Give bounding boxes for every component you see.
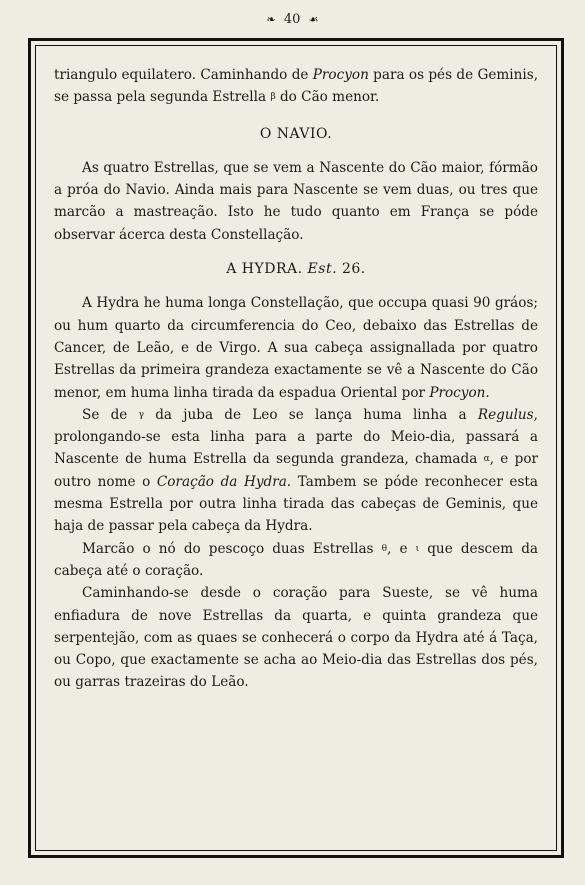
greek-letter: α <box>483 454 490 465</box>
paragraph-hydra-4: Caminhando-se desde o coração para Sueste, se vê huma enfiadura de nove Estrellas da quarta, e quinta grandeza que serpentejão, com as quaes se conhecerá o corpo da Hydra até á Taça, ou Copo, que exactamente se acha ao Meio-dia das Estrellas dos pés, ou garras trazeiras do Leão. <box>54 585 538 691</box>
text-run: para os pés de Geminis, se passa pela segunda Estrella <box>54 67 539 106</box>
page-header <box>0 12 585 27</box>
page-text <box>54 64 538 694</box>
text-run: , e por outro nome o <box>54 451 538 490</box>
text-run: Tambem se póde reconhecer esta mesma Estrella por outra linha tirada das cabeças de Geminis, que haja de passar pela cabeça da Hydra. <box>54 473 539 535</box>
text-run: da juba de Leo se lança huma linha a <box>143 406 478 423</box>
text-run: , e <box>387 540 416 557</box>
heading-text: 26. <box>337 261 366 278</box>
heading-italic: Est. <box>307 261 338 278</box>
italic-run: Procyon <box>312 67 369 83</box>
section-heading-navio: O NAVIO. <box>259 125 333 142</box>
paragraph-navio: As quatro Estrellas, que se vem a Nascente do Cão maior, fórmão a próa do Navio. Ainda mais para Nascente se vem duas, ou tres que marcão a mastreação. Isto he tudo quanto em França se póde observar ácerca desta Constellação. <box>54 159 538 243</box>
heading-text: A HYDRA. <box>226 261 308 278</box>
text-run: do Cão menor. <box>275 89 380 106</box>
paragraph-hydra-3 <box>54 538 538 583</box>
text-run: Se de <box>82 406 139 423</box>
greek-letter: γ <box>138 409 144 420</box>
paragraph-hydra-2 <box>54 404 538 538</box>
left-ornament-icon: ❧ <box>266 13 276 26</box>
italic-run: Procyon. <box>429 384 490 401</box>
greek-letter: θ <box>381 543 388 554</box>
text-run: , prolongando-se esta linha para a parte do Meio-dia, passará a Nascente de huma Estrella da segunda grandeza, chamada <box>54 406 538 468</box>
section-heading-hydra <box>54 258 538 280</box>
italic-run: Coração da Hydra. <box>156 473 292 490</box>
text-run: A Hydra he huma longa Constellação, que occupa quasi 90 gráos; ou hum quarto da circumferencia do Ceo, debaixo das Estrellas de Cancer, de Leão, e de Virgo. A sua cabeça assignallada por quatro Estrellas da primeira grandeza exactamente se vê a Nascente do Cão menor, em huma linha tirada da espadua Oriental por <box>54 295 538 401</box>
page-number: 40 <box>283 12 301 27</box>
text-run: Marcão o nó do pescoço duas Estrellas <box>82 540 382 557</box>
text-run: triangulo equilatero. Caminhando de <box>54 67 313 83</box>
text-run: que descem da cabeça até o coração. <box>54 540 538 579</box>
greek-letter: ι <box>415 543 420 554</box>
greek-letter: β <box>270 92 276 103</box>
paragraph-continuation <box>54 64 538 109</box>
paragraph-hydra-1 <box>54 292 538 403</box>
italic-run: Regulus <box>477 406 534 423</box>
right-ornament-icon: ☙ <box>308 13 319 26</box>
